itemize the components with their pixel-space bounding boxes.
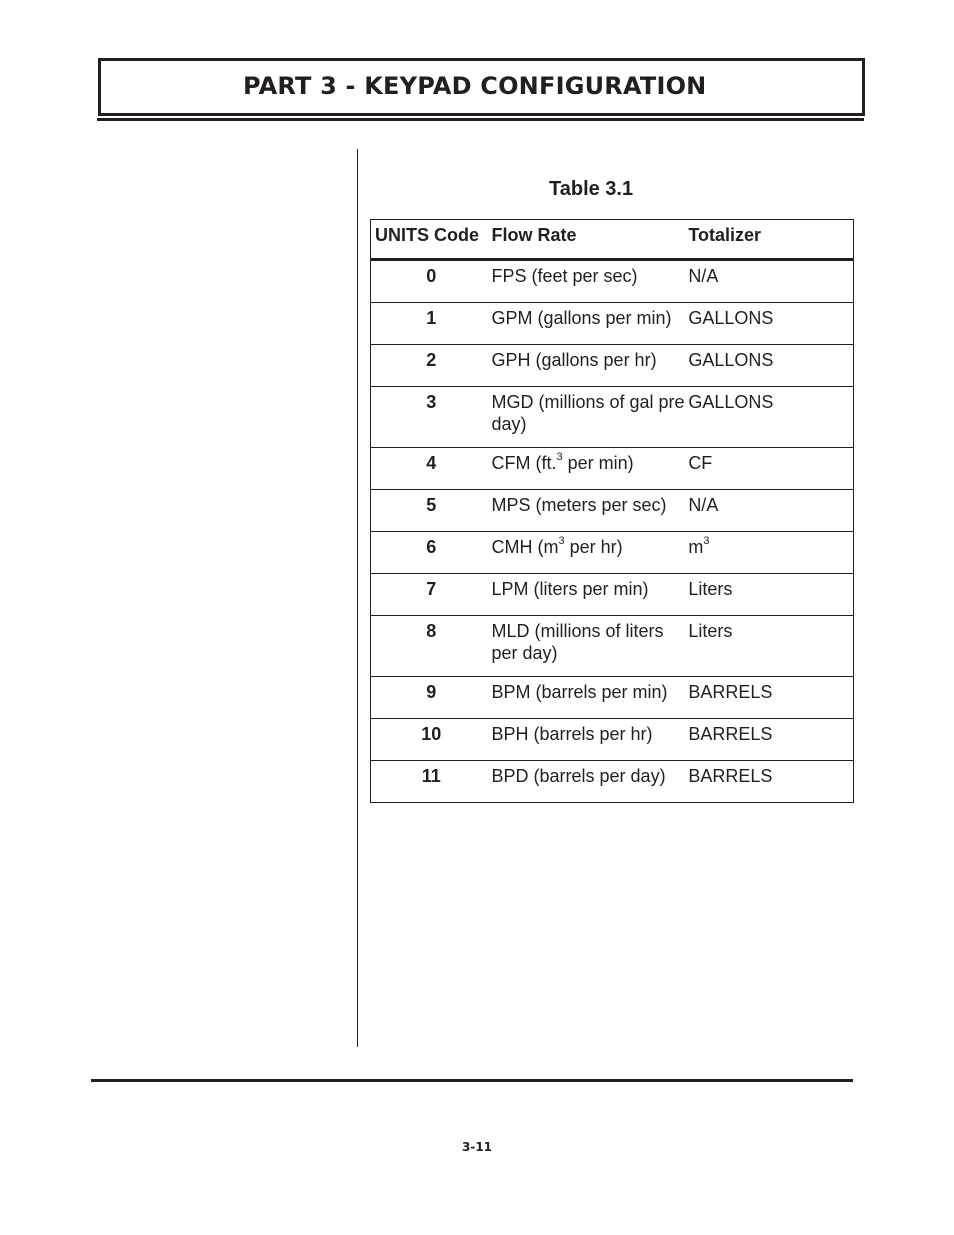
totalizer-cell: GALLONS bbox=[688, 308, 774, 328]
flow-rate-text: per min) bbox=[562, 453, 634, 473]
totalizer-cell: BARRELS bbox=[688, 724, 773, 744]
header-box bbox=[98, 58, 865, 116]
totalizer-cell: N/A bbox=[688, 495, 719, 515]
totalizer-text: m bbox=[688, 537, 704, 557]
units-table bbox=[370, 219, 854, 803]
flow-rate-cell bbox=[492, 532, 689, 574]
superscript: 3 bbox=[703, 535, 710, 547]
column-header-totalizer: Totalizer bbox=[688, 220, 853, 260]
flow-rate-text: CMH (m bbox=[491, 537, 559, 557]
totalizer-cell: Liters bbox=[688, 621, 733, 641]
totalizer-cell: BARRELS bbox=[688, 766, 773, 786]
table-row bbox=[371, 387, 854, 448]
units-code-cell: 11 bbox=[421, 766, 441, 786]
table-row bbox=[371, 574, 854, 616]
superscript: 3 bbox=[556, 451, 563, 463]
table-row bbox=[371, 761, 854, 803]
units-code-cell: 6 bbox=[426, 537, 437, 557]
table-row bbox=[371, 303, 854, 345]
table-row bbox=[371, 616, 854, 677]
units-code-cell: 7 bbox=[426, 579, 437, 599]
flow-rate-cell: BPM (barrels per min) bbox=[491, 682, 668, 702]
table-row bbox=[371, 490, 854, 532]
units-code-cell: 1 bbox=[426, 308, 437, 328]
page-number: 3-11 bbox=[462, 1140, 493, 1154]
table-row bbox=[371, 448, 854, 490]
table-row bbox=[371, 532, 854, 574]
header-rule bbox=[97, 118, 864, 121]
totalizer-cell: GALLONS bbox=[688, 350, 774, 370]
units-code-cell: 0 bbox=[426, 266, 437, 286]
footer-rule bbox=[91, 1079, 853, 1082]
column-header-units-code: UNITS Code bbox=[371, 220, 492, 260]
flow-rate-cell: LPM (liters per min) bbox=[491, 579, 649, 599]
units-code-cell: 10 bbox=[421, 724, 442, 744]
table-row bbox=[371, 345, 854, 387]
table-header-row bbox=[371, 220, 854, 260]
totalizer-cell: Liters bbox=[688, 579, 733, 599]
flow-rate-cell: BPD (barrels per day) bbox=[491, 766, 666, 786]
units-code-cell: 4 bbox=[426, 453, 437, 473]
page-title: PART 3 - KEYPAD CONFIGURATION bbox=[243, 72, 707, 100]
flow-rate-cell: GPH (gallons per hr) bbox=[491, 350, 657, 370]
column-divider bbox=[357, 149, 358, 1047]
totalizer-cell: BARRELS bbox=[688, 682, 773, 702]
table-caption: Table 3.1 bbox=[549, 178, 634, 200]
totalizer-cell bbox=[688, 532, 853, 574]
totalizer-cell: CF bbox=[688, 453, 713, 473]
units-code-cell: 5 bbox=[426, 495, 437, 515]
superscript: 3 bbox=[558, 535, 565, 547]
column-header-flow-rate: Flow Rate bbox=[492, 220, 689, 260]
flow-rate-cell: MGD (millions of gal pre day) bbox=[491, 392, 685, 434]
units-code-cell: 8 bbox=[426, 621, 437, 641]
flow-rate-cell: BPH (barrels per hr) bbox=[491, 724, 653, 744]
units-code-cell: 3 bbox=[426, 392, 437, 412]
totalizer-cell: GALLONS bbox=[688, 392, 774, 412]
totalizer-cell: N/A bbox=[688, 266, 719, 286]
flow-rate-cell bbox=[492, 448, 689, 490]
units-code-cell: 2 bbox=[426, 350, 437, 370]
flow-rate-text: CFM (ft. bbox=[491, 453, 557, 473]
table-row bbox=[371, 260, 854, 303]
flow-rate-cell: MPS (meters per sec) bbox=[491, 495, 667, 515]
units-code-cell: 9 bbox=[426, 682, 437, 702]
flow-rate-cell: GPM (gallons per min) bbox=[491, 308, 672, 328]
flow-rate-cell: MLD (millions of liters per day) bbox=[491, 621, 664, 663]
table-row bbox=[371, 677, 854, 719]
table-row bbox=[371, 719, 854, 761]
flow-rate-text: per hr) bbox=[564, 537, 623, 557]
flow-rate-cell: FPS (feet per sec) bbox=[491, 266, 638, 286]
